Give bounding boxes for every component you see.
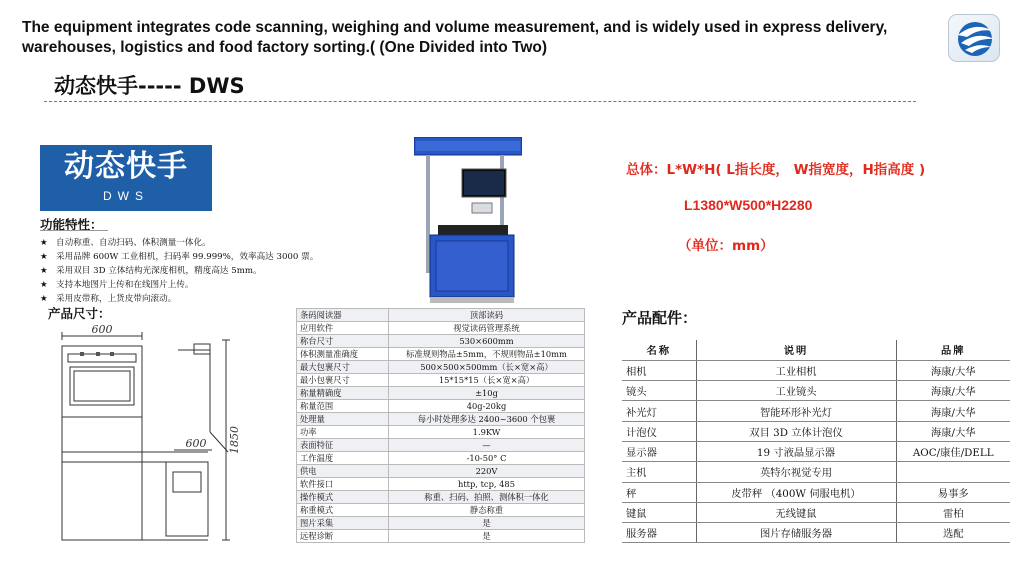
features-underline xyxy=(40,230,108,231)
brand-name: 动态快手 xyxy=(64,149,188,184)
feature-item: ★ 采用双目 3D 立体结构光深度相机，精度高达 5mm。 xyxy=(40,266,262,276)
table-row: 服务器 图片存储服务器 选配 xyxy=(622,523,1010,543)
star-icon: ★ xyxy=(40,266,48,276)
page-heading: 动态快手----- DWS xyxy=(54,74,245,98)
brand-badge xyxy=(40,145,212,211)
star-icon: ★ xyxy=(40,294,48,304)
intro-text: The equipment integrates code scanning, weighing and volume measurement, and is widely used in express delivery, warehouses, logistics and food factory sorting.( (One Divided into Two) xyxy=(22,19,888,56)
table-row: 最大包裹尺寸 500×500×500mm（长×宽×高） xyxy=(297,361,585,374)
table-row: 体积测量准确度 标准规则物品±5mm，不规则物品±10mm xyxy=(297,348,585,361)
dimensions-label: 总体：L*W*H( L指长度， W指宽度，H指高度 ) xyxy=(626,162,926,178)
features-title: 功能特性： xyxy=(40,217,103,232)
table-row: 处理量 每小时处理多达 2400~3600 个包裹 xyxy=(297,413,585,426)
table-row: 条码阅读器 顶部读码 xyxy=(297,309,585,322)
table-row: 主机 英特尔视觉专用 xyxy=(622,462,1010,482)
table-row: 供电 220V xyxy=(297,465,585,478)
table-row: 补光灯 智能环形补光灯 海康/大华 xyxy=(622,401,1010,421)
feature-list xyxy=(40,236,360,306)
table-row: 称重模式 静态称重 xyxy=(297,504,585,517)
table-row: 最小包裹尺寸 15*15*15（长×宽×高） xyxy=(297,374,585,387)
feature-item: ★ 支持本地图片上传和在线图片上传。 xyxy=(40,280,194,290)
table-row: 计泡仪 双目 3D 立体计泡仪 海康/大华 xyxy=(622,421,1010,441)
table-row: 秤 皮带秤 （400W 伺服电机） 易事多 xyxy=(622,482,1010,502)
table-row: 操作模式 称重、扫码、拍照、测体积一体化 xyxy=(297,491,585,504)
table-row: 称台尺寸 530×600mm xyxy=(297,335,585,348)
table-row: 软件接口 http, tcp, 485 xyxy=(297,478,585,491)
star-icon: ★ xyxy=(40,238,48,248)
star-icon: ★ xyxy=(40,252,48,262)
table-row: 显示器 19 寸液晶显示器 AOC/康佳/DELL xyxy=(622,441,1010,461)
table-row: 应用软件 视觉读码管理系统 xyxy=(297,322,585,335)
brand-subtitle: DWS xyxy=(103,189,149,203)
table-row: 相机 工业相机 海康/大华 xyxy=(622,360,1010,380)
accessories-title: 产品配件： xyxy=(622,309,698,327)
table-row: 键鼠 无线键鼠 雷柏 xyxy=(622,502,1010,522)
company-logo xyxy=(948,14,1000,62)
table-row: 称量范围 40g-20kg xyxy=(297,400,585,413)
size-title: 产品尺寸： xyxy=(48,306,111,321)
dimension-drawing xyxy=(38,322,270,568)
depth-label: 600 xyxy=(185,437,207,450)
table-row: 远程诊断 是 xyxy=(297,530,585,543)
table-row: 工作温度 -10-50° C xyxy=(297,452,585,465)
feature-item: ★ 自动称重、自动扫码、体积测量一体化。 xyxy=(40,238,211,248)
accessories-table xyxy=(622,340,1010,543)
machine-illustration xyxy=(414,137,522,307)
specs-table xyxy=(296,308,585,543)
feature-item: ★ 采用品牌 600W 工业相机，扫码率 99.999%，效率高达 3000 票。 xyxy=(40,252,319,262)
table-header-row: 名称 说明 品牌 xyxy=(622,340,1010,360)
star-icon: ★ xyxy=(40,280,48,290)
dimensions-unit: （单位：mm） xyxy=(678,238,774,254)
height-label: 1850 xyxy=(228,426,241,454)
width-label: 600 xyxy=(91,323,113,336)
feature-item: ★ 采用皮带称，上货皮带向滚动。 xyxy=(40,294,177,304)
table-row: 图片采集 是 xyxy=(297,517,585,530)
table-row: 表面特征 — xyxy=(297,439,585,452)
table-row: 镜头 工业镜头 海康/大华 xyxy=(622,381,1010,401)
dimensions-value: L1380*W500*H2280 xyxy=(684,197,813,213)
table-row: 称量精确度 ±10g xyxy=(297,387,585,400)
table-row: 功率 1.9KW xyxy=(297,426,585,439)
divider xyxy=(44,101,916,102)
